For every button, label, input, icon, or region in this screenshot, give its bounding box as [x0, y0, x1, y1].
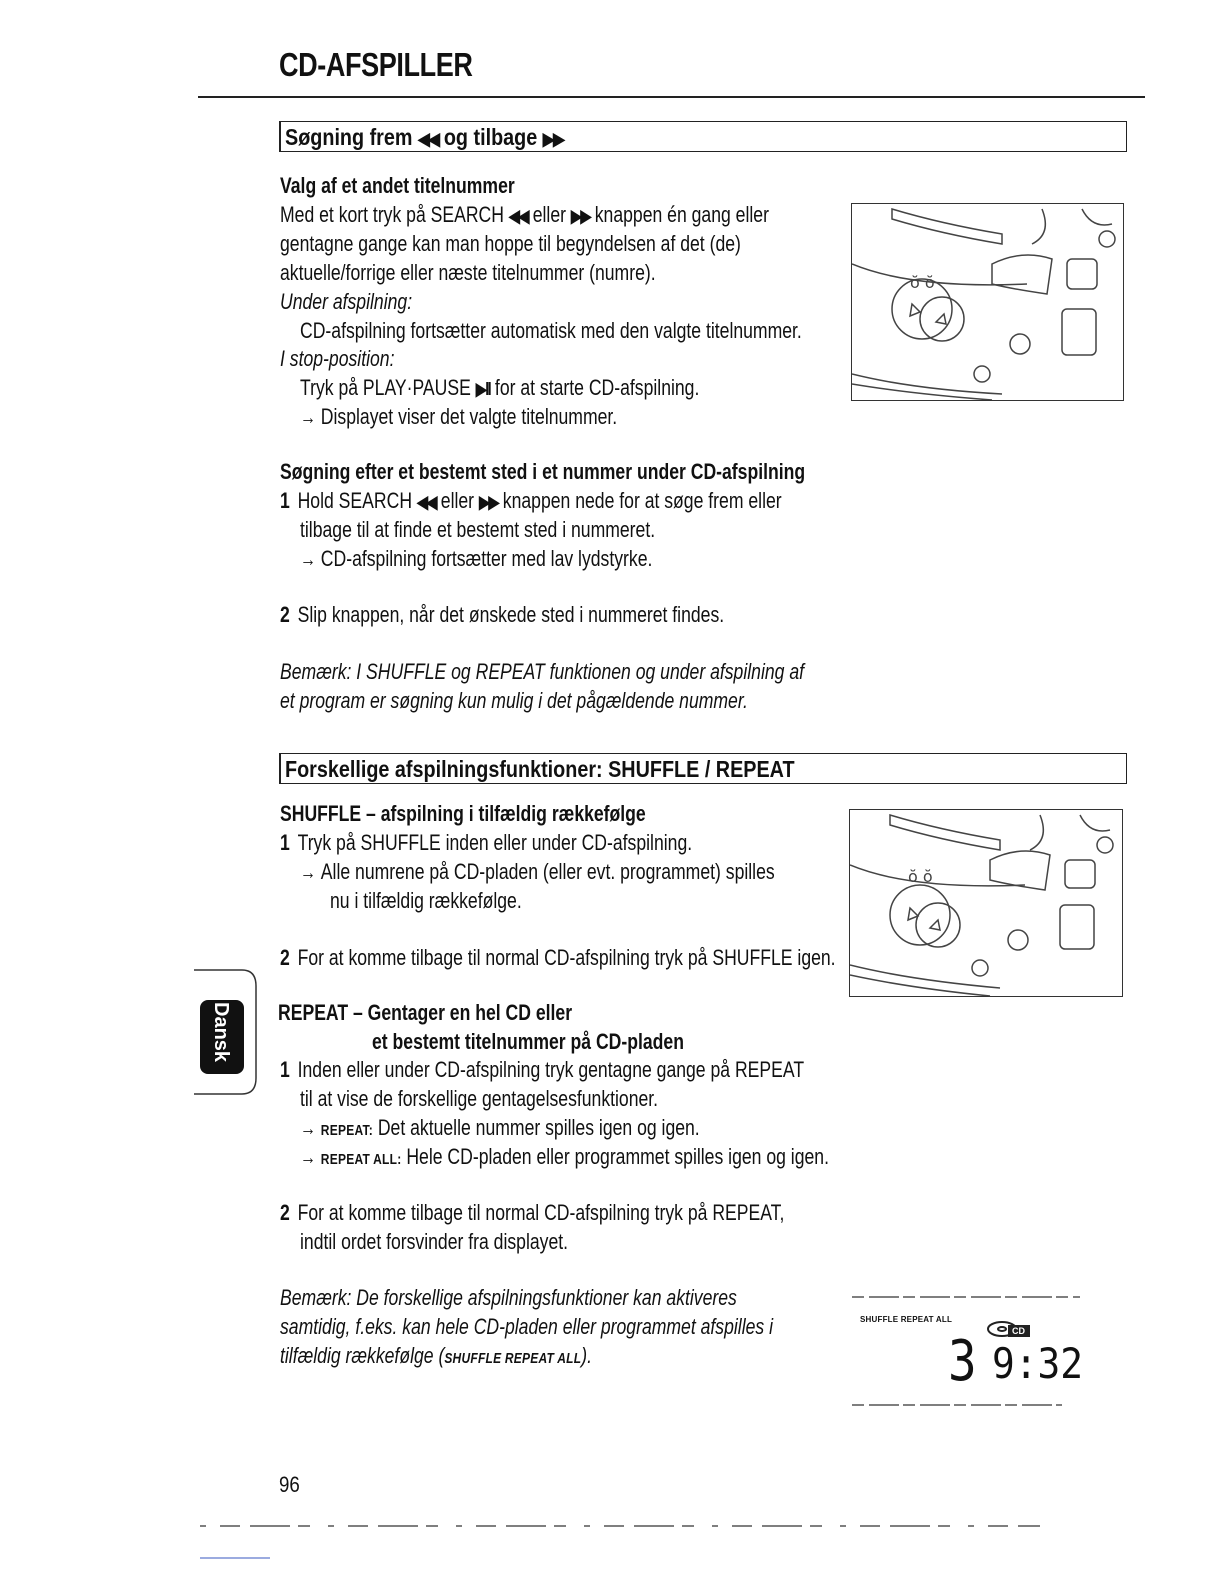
repeat-heading-line2: et bestemt titelnummer på CD-pladen: [372, 1029, 684, 1054]
section-search-title: Søgning frem ◀◀ og tilbage ▶▶: [285, 124, 564, 150]
language-tab-label: Dansk: [210, 1002, 232, 1063]
page-number: 96: [279, 1472, 300, 1497]
device-drawing: [852, 204, 1124, 401]
note-line: samtidig, f.eks. kan hele CD-pladen eller programmet afspilles i: [280, 1314, 774, 1339]
skip-back-icon: ◀◀: [416, 492, 436, 512]
lcd-track-number: 3: [948, 1329, 977, 1394]
skip-back-icon: ◀◀: [508, 206, 528, 226]
skip-forward-icon: ▶▶: [542, 129, 564, 149]
sub-heading-search-within-track: Søgning efter et bestemt sted i et nummer under CD-afspilning: [280, 459, 806, 484]
page-title: CD-AFSPILLER: [279, 46, 473, 83]
section-search-header: [279, 121, 1127, 152]
result-line: → Displayet viser det valgte titelnummer.: [300, 404, 618, 429]
shuffle-heading: SHUFFLE – afspilning i tilfældig rækkefølge: [280, 801, 646, 826]
device-illustration: [849, 809, 1123, 997]
paragraph-line: indtil ordet forsvinder fra displayet.: [300, 1229, 569, 1254]
lcd-display: [852, 1295, 1082, 1407]
header-rule: [198, 96, 1145, 98]
note-line: Bemærk: I SHUFFLE og REPEAT funktionen og under afspilning af: [280, 659, 805, 684]
step-2: 2 Slip knappen, når det ønskede sted i nummeret findes.: [280, 602, 725, 627]
sub-heading-select-track: Valg af et andet titelnummer: [280, 173, 515, 198]
play-pause-icon: ▶II: [475, 379, 491, 399]
paragraph-line: tilbage til at finde et bestemt sted i nummeret.: [300, 517, 656, 542]
repeat-heading: REPEAT – Gentager en hel CD eller: [278, 1000, 573, 1025]
paragraph-line: Tryk på PLAY·PAUSE ▶II for at starte CD-afspilning.: [300, 375, 700, 400]
device-drawing: [850, 810, 1123, 997]
device-illustration: [851, 203, 1124, 401]
during-playback-label: Under afspilning:: [280, 289, 413, 314]
step-1: 1 Hold SEARCH ◀◀ eller ▶▶ knappen nede for at søge frem eller: [280, 488, 782, 513]
step-2: 2 For at komme tilbage til normal CD-afspilning tryk på SHUFFLE igen.: [280, 945, 836, 970]
arrow-icon: →: [300, 407, 316, 429]
arrow-icon: →: [300, 862, 316, 884]
skip-forward-icon: ▶▶: [570, 206, 590, 226]
paragraph-line: CD-afspilning fortsætter automatisk med den valgte titelnummer.: [300, 318, 802, 343]
svg-text:ŏ ŏ: ŏ ŏ: [908, 867, 933, 886]
note-line: Bemærk: De forskellige afspilningsfunktioner kan aktiveres: [280, 1285, 737, 1310]
stop-position-label: I stop-position:: [280, 346, 395, 371]
lcd-time: 9:32: [992, 1339, 1084, 1388]
result-line: → REPEAT: Det aktuelle nummer spilles igen og igen.: [300, 1115, 700, 1140]
lcd-mode-indicator: SHUFFLE REPEAT ALL: [860, 1315, 953, 1324]
note-line: et program er søgning kun mulig i det pågældende nummer.: [280, 688, 748, 713]
cd-badge: CD: [1012, 1326, 1025, 1336]
result-line: → CD-afspilning fortsætter med lav lydstyrke.: [300, 546, 653, 571]
section-shuffle-repeat-header: [279, 753, 1127, 784]
paragraph-line: gentagne gange kan man hoppe til begyndelsen af det (de): [280, 231, 741, 256]
arrow-icon: →: [300, 1147, 316, 1169]
footer-scan-line: [200, 1522, 1050, 1562]
skip-back-icon: ◀◀: [417, 129, 439, 149]
svg-text:ŏ ŏ: ŏ ŏ: [910, 273, 935, 292]
result-line: → Alle numrene på CD-pladen (eller evt. programmet) spilles: [300, 859, 775, 884]
step-1: 1 Inden eller under CD-afspilning tryk gentagne gange på REPEAT: [280, 1057, 805, 1082]
result-line: → REPEAT ALL: Hele CD-pladen eller programmet spilles igen og igen.: [300, 1144, 829, 1169]
step-2: 2 For at komme tilbage til normal CD-afspilning tryk på REPEAT,: [280, 1200, 785, 1225]
section-shuffle-repeat-title: Forskellige afspilningsfunktioner: SHUFFLE / REPEAT: [285, 756, 795, 782]
note-line: tilfældig rækkefølge (SHUFFLE REPEAT ALL).: [280, 1343, 593, 1368]
step-1: 1 Tryk på SHUFFLE inden eller under CD-afspilning.: [280, 830, 693, 855]
paragraph-line: aktuelle/forrige eller næste titelnummer (numre).: [280, 260, 656, 285]
paragraph-line: til at vise de forskellige gentagelsesfunktioner.: [300, 1086, 659, 1111]
arrow-icon: →: [300, 549, 316, 571]
paragraph-line: nu i tilfældig rækkefølge.: [330, 888, 522, 913]
paragraph-line: Med et kort tryk på SEARCH ◀◀ eller ▶▶ knappen én gang eller: [280, 202, 769, 227]
skip-forward-icon: ▶▶: [478, 492, 498, 512]
arrow-icon: →: [300, 1118, 316, 1140]
